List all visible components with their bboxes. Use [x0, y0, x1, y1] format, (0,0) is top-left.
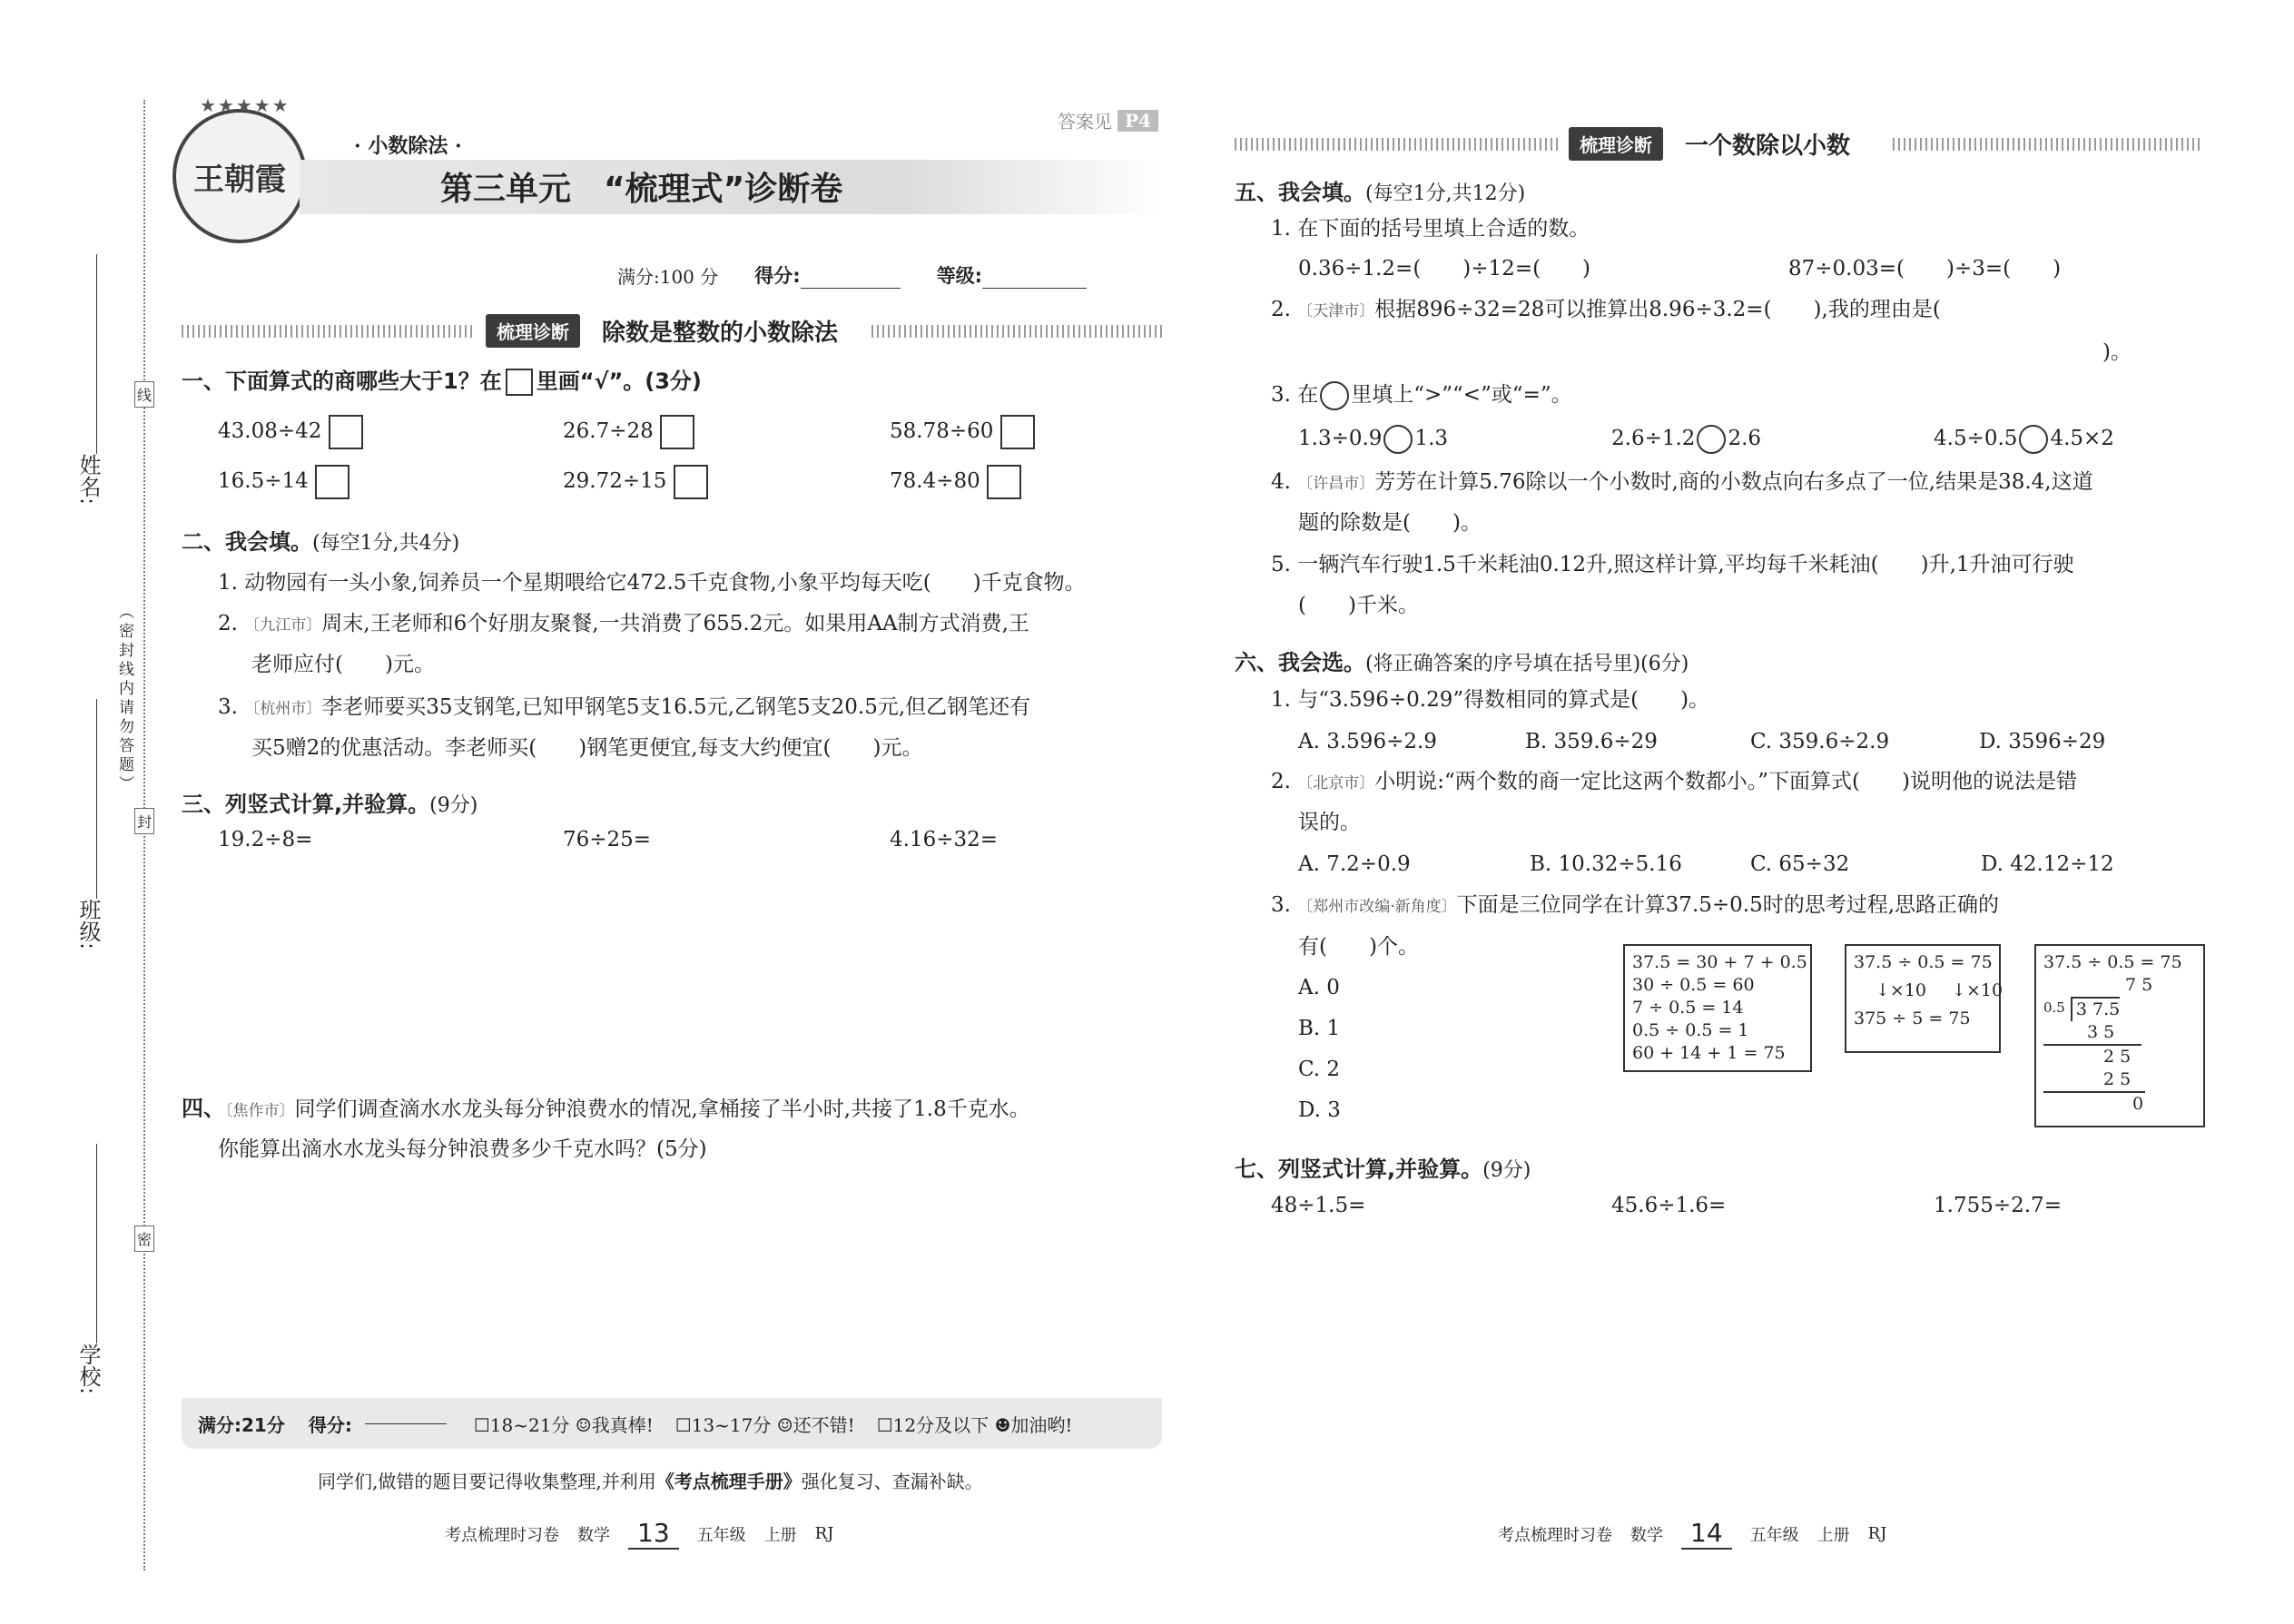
scorebar-score-field[interactable] — [365, 1423, 447, 1424]
q6-opt1-c[interactable]: C. 359.6÷2.9 — [1750, 730, 1890, 753]
q1-item-1: 43.08÷42 — [218, 415, 363, 449]
scorebar-score-label: 得分: — [308, 1413, 352, 1436]
q5-line-4: 4. 〔许昌市〕芳芳在计算5.76除以一个小数时,商的小数点向右多点了一位,结果是38.4,这道 — [1271, 470, 2093, 494]
q7-item-1: 48÷1.5= — [1271, 1194, 1366, 1217]
q6-opt2-b[interactable]: B. 10.32÷5.16 — [1530, 852, 1682, 876]
scorebar-full: 满分:21分 — [198, 1413, 285, 1436]
compare-circle-sample — [1320, 381, 1349, 410]
q1-answer-box[interactable] — [987, 465, 1021, 499]
section-badge: 梳理诊断 — [486, 314, 580, 348]
score-label: 得分: — [754, 265, 801, 287]
q5-compare-2: 2.6÷1.2 2.6 — [1611, 425, 1761, 454]
q1-answer-box[interactable] — [660, 415, 694, 449]
q3-heading: 三、列竖式计算,并验算。(9分) — [182, 792, 478, 817]
q6-opt3-d[interactable]: D. 3 — [1298, 1098, 1341, 1122]
q7-heading: 七、列竖式计算,并验算。(9分) — [1235, 1156, 1531, 1182]
page-number-left: 13 — [628, 1518, 679, 1550]
binding-dashed-line — [143, 100, 145, 1570]
q7-item-3: 1.755÷2.7= — [1934, 1194, 2062, 1217]
q5-line-5b: ( )千米。 — [1298, 594, 1419, 617]
down-arrow-icon: ↓×10 — [1952, 980, 2004, 1000]
q5-line-2: 2. 〔天津市〕根据896÷32=28可以推算出8.96÷3.2=( ),我的理由是( — [1271, 298, 1941, 321]
q5-line-1b: 87÷0.03=( )÷3=( ) — [1788, 257, 2062, 281]
score-bar — [182, 1398, 1162, 1449]
section-bar-left — [486, 314, 838, 348]
q6-opt2-d[interactable]: D. 42.12÷12 — [1981, 852, 2114, 876]
q2-line-2: 2. 〔九江市〕周末,王老师和6个好朋友聚餐,一共消费了655.2元。如果用AA制方式消费,王 — [218, 612, 1029, 635]
q6-opt2-a[interactable]: A. 7.2÷0.9 — [1298, 852, 1411, 876]
q1-item-4: 16.5÷14 — [218, 465, 350, 499]
q1-box-sample — [506, 369, 533, 396]
q2-line-3: 3. 〔杭州市〕李老师要买35支钢笔,已知甲钢笔5支16.5元,乙钢笔5支20.5元,但乙钢笔还有 — [218, 695, 1031, 719]
q5-compare-3: 4.5÷0.5 4.5×2 — [1934, 425, 2114, 454]
seal-char-feng: 封 — [134, 808, 154, 834]
work-box-2: 37.5 ÷ 0.5 = 75 ↓×10 ↓×10 375 ÷ 5 = 75 — [1845, 944, 2001, 1053]
q5-line-1a: 0.36÷1.2=( )÷12=( ) — [1298, 257, 1591, 281]
section-title: 除数是整数的小数除法 — [602, 320, 839, 347]
brand-logo — [172, 109, 307, 243]
page-number-right: 14 — [1681, 1518, 1732, 1550]
q1-item-5: 29.72÷15 — [563, 465, 708, 499]
q2-heading: 二、我会填。(每空1分,共4分) — [182, 529, 460, 555]
q5-line-4b: 题的除数是( )。 — [1298, 511, 1482, 535]
q5-line-1: 1. 在下面的括号里填上合适的数。 — [1271, 217, 1590, 241]
scorebar-opt2[interactable]: ☐13~17分 ☺还不错! — [674, 1413, 855, 1436]
q6-opt1-d[interactable]: D. 3596÷29 — [1979, 730, 2106, 753]
q6-line-3b: 有( )个。 — [1298, 935, 1419, 959]
q6-opt3-a[interactable]: A. 0 — [1298, 976, 1340, 999]
q5-line-3: 3. 在 里填上“>”“<”或“=”。 — [1271, 381, 1572, 410]
q3-item-3: 4.16÷32= — [890, 828, 999, 851]
q2-line-1: 1. 动物园有一头小象,饲养员一个星期喂给它472.5千克食物,小象平均每天吃( )千克食物。 — [218, 571, 1086, 595]
q5-heading: 五、我会填。(每空1分,共12分) — [1235, 180, 1526, 205]
compare-circle[interactable] — [1383, 425, 1413, 454]
seal-note: （密封线内请勿答题） — [115, 604, 133, 794]
q3-item-1: 19.2÷8= — [218, 828, 313, 851]
q6-line-3: 3. 〔郑州市改编·新角度〕下面是三位同学在计算37.5÷0.5时的思考过程,思路正确的 — [1271, 893, 2000, 917]
q6-opt1-b[interactable]: B. 359.6÷29 — [1525, 730, 1658, 753]
name-label: 姓名: — [75, 454, 101, 506]
footer-right: 考点梳理时习卷 数学 14 五年级 上册 RJ — [1498, 1518, 1887, 1548]
school-label: 学校: — [75, 1343, 101, 1395]
work-box-3: 37.5 ÷ 0.5 = 75 7 5 0.5 3 7.5 3 5 2 5 2 5 0 — [2034, 944, 2205, 1127]
q1-answer-box[interactable] — [315, 465, 350, 499]
answer-page-badge: P4 — [1117, 110, 1158, 132]
section-title: 一个数除以小数 — [1685, 133, 1851, 160]
q6-line-2b: 误的。 — [1298, 811, 1361, 834]
scorebar-opt3[interactable]: ☐12分及以下 ☻加油哟! — [876, 1413, 1073, 1436]
answer-ref-label: 答案见 — [1058, 111, 1112, 133]
cheer-face-icon: ☻ — [994, 1413, 1011, 1436]
grade-field[interactable] — [982, 288, 1087, 289]
happy-face-icon: ☺ — [575, 1413, 592, 1436]
brand-logo-text: 王朝霞 — [193, 161, 286, 198]
section-dots-right-a — [1235, 138, 1561, 151]
q1-answer-box[interactable] — [674, 465, 708, 499]
section-bar-right — [1569, 127, 1850, 161]
class-line[interactable] — [96, 699, 97, 899]
full-score: 满分:100 分 — [617, 266, 719, 288]
q5-line-2b: )。 — [2102, 340, 2132, 364]
section-dots-left-a — [182, 325, 472, 338]
q1-item-6: 78.4÷80 — [890, 465, 1021, 499]
header-subtitle: · 小数除法 · — [354, 134, 462, 158]
q4-line-2: 你能算出滴水水龙头每分钟浪费多少千克水吗？(5分) — [218, 1137, 707, 1161]
q6-line-2: 2. 〔北京市〕小明说:“两个数的商一定比这两个数都小。”下面算式( )说明他的说法是错 — [1271, 770, 2077, 793]
q6-opt3-c[interactable]: C. 2 — [1298, 1058, 1341, 1081]
footer-left: 考点梳理时习卷 数学 13 五年级 上册 RJ — [445, 1518, 834, 1548]
section-dots-right-b — [1893, 138, 2201, 151]
q3-item-2: 76÷25= — [563, 828, 652, 851]
q1-answer-box[interactable] — [1000, 415, 1035, 449]
section-dots-left-b — [871, 325, 1162, 338]
seal-char-mi: 密 — [134, 1225, 154, 1252]
seal-char-xian: 线 — [134, 381, 154, 408]
q1-item-2: 26.7÷28 — [563, 415, 694, 449]
school-line[interactable] — [96, 1144, 97, 1343]
q1-heading: 一、下面算式的商哪些大于1？在 里画“√”。(3分) — [182, 369, 702, 394]
q6-opt2-c[interactable]: C. 65÷32 — [1750, 852, 1850, 876]
q5-compare-1: 1.3÷0.9 1.3 — [1298, 425, 1448, 454]
q4-line-1: 四、〔焦作市〕同学们调查滴水水龙头每分钟浪费水的情况,拿桶接了半小时,共接了1.8千克水。 — [182, 1096, 1030, 1121]
score-field[interactable] — [801, 288, 901, 289]
logo-stars: ★★★★★ — [200, 94, 290, 116]
section-badge: 梳理诊断 — [1569, 127, 1663, 161]
q6-heading: 六、我会选。(将正确答案的序号填在括号里)(6分) — [1235, 650, 1689, 675]
q1-answer-box[interactable] — [329, 415, 363, 449]
work-box-1: 37.5 = 30 + 7 + 0.5 30 ÷ 0.5 = 60 7 ÷ 0.5 = 14 0.5 ÷ 0.5 = 1 60 + 14 + 1 = 75 — [1623, 944, 1812, 1072]
q1-item-3: 58.78÷60 — [890, 415, 1035, 449]
down-arrow-icon: ↓×10 — [1876, 980, 1927, 1000]
compare-circle[interactable] — [1697, 425, 1726, 454]
q2-line-3b: 买5赠2的优惠活动。李老师买( )钢笔更便宜,每支大约便宜( )元。 — [251, 736, 923, 760]
score-line — [617, 261, 1087, 289]
review-tip: 同学们,做错的题目要记得收集整理,并利用《考点梳理手册》强化复习、查漏补缺。 — [318, 1471, 983, 1492]
scorebar-opt1[interactable]: ☐18~21分 ☺我真棒! — [473, 1413, 654, 1436]
q7-item-2: 45.6÷1.6= — [1611, 1194, 1727, 1217]
binding-margin — [0, 0, 154, 1624]
page-title: 第三单元 “梳理式”诊断卷 — [440, 171, 843, 208]
q6-line-1: 1. 与“3.596÷0.29”得数相同的算式是( )。 — [1271, 688, 1710, 712]
grade-label: 等级: — [936, 265, 983, 287]
q2-line-2b: 老师应付( )元。 — [251, 653, 435, 676]
q6-opt3-b[interactable]: B. 1 — [1298, 1017, 1341, 1040]
answer-ref — [1058, 107, 1158, 133]
q5-line-5: 5. 一辆汽车行驶1.5千米耗油0.12升,照这样计算,平均每千米耗油( )升,1升油可行驶 — [1271, 553, 2074, 576]
class-label: 班级: — [75, 899, 101, 950]
smile-face-icon: ☺ — [776, 1413, 793, 1436]
name-line[interactable] — [96, 254, 97, 454]
q6-opt1-a[interactable]: A. 3.596÷2.9 — [1298, 730, 1437, 753]
compare-circle[interactable] — [2019, 425, 2048, 454]
